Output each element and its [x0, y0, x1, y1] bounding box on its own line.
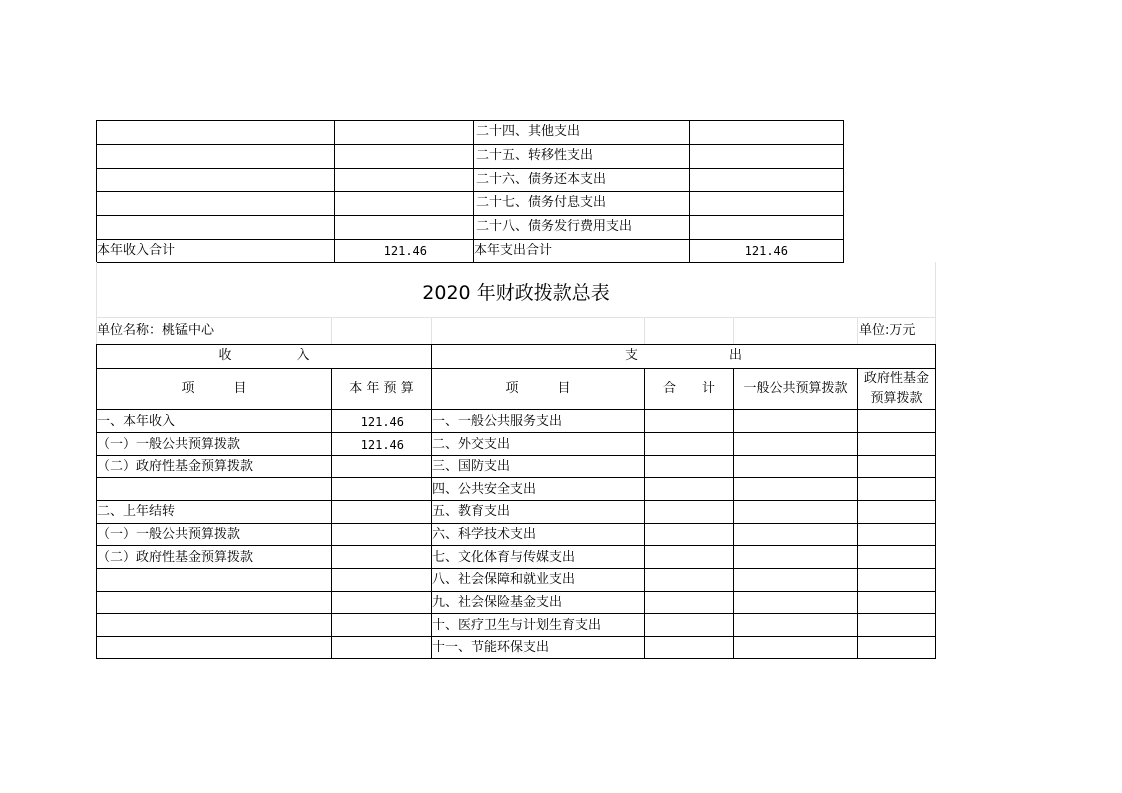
general-budget-header: 一般公共预算拨款	[743, 381, 848, 396]
income-item: （一）一般公共预算拨款	[97, 527, 241, 542]
income-header: 收 入	[218, 348, 310, 363]
income-item: （一）一般公共预算拨款	[97, 437, 241, 452]
expense-header: 支 出	[624, 348, 742, 363]
page-title: 2020 年财政拨款总表	[422, 282, 610, 304]
expense-item: 四、公共安全支出	[432, 482, 537, 497]
expense-total-value: 121.46	[744, 244, 788, 258]
expense-item: 六、科学技术支出	[432, 527, 537, 542]
budget-value: 121.46	[360, 415, 404, 429]
income-item: （二）政府性基金预算拨款	[97, 550, 254, 565]
prev-expense-item: 二十六、债务还本支出	[476, 172, 607, 187]
budget-header: 本 年 预 算	[349, 381, 414, 396]
expense-item: 十一、节能环保支出	[432, 640, 550, 655]
prev-expense-item: 二十四、其他支出	[476, 124, 581, 139]
income-total-value: 121.46	[383, 244, 427, 258]
prev-expense-item: 二十七、债务付息支出	[476, 195, 607, 210]
expense-total-label: 本年支出合计	[474, 243, 553, 258]
unit-label: 单位:万元	[859, 323, 916, 338]
expense-item: 五、教育支出	[432, 504, 511, 519]
gov-fund-header-line1: 政府性基金	[863, 371, 929, 386]
income-item: 二、上年结转	[97, 504, 176, 519]
prev-expense-item: 二十八、债务发行费用支出	[476, 219, 633, 234]
budget-value: 121.46	[360, 438, 404, 452]
expense-item: 一、一般公共服务支出	[432, 414, 563, 429]
income-item: 一、本年收入	[97, 414, 176, 429]
total-header: 合 计	[662, 381, 715, 396]
expense-item: 九、社会保险基金支出	[432, 595, 563, 610]
unit-name: 单位名称：桃锰中心	[97, 323, 215, 338]
gov-fund-header-line2: 预算拨款	[870, 391, 923, 406]
prev-expense-item: 二十五、转移性支出	[476, 148, 594, 163]
expense-item: 七、文化体育与传媒支出	[432, 550, 576, 565]
expense-item: 三、国防支出	[432, 459, 511, 474]
income-total-label: 本年收入合计	[97, 243, 176, 258]
expense-item: 十、医疗卫生与计划生育支出	[432, 618, 602, 633]
expense-item: 二、外交支出	[432, 437, 511, 452]
expense-item-header: 项 目	[505, 381, 571, 396]
expense-item: 八、社会保障和就业支出	[432, 572, 576, 587]
income-item: （二）政府性基金预算拨款	[97, 459, 254, 474]
income-item-header: 项 目	[181, 381, 247, 396]
